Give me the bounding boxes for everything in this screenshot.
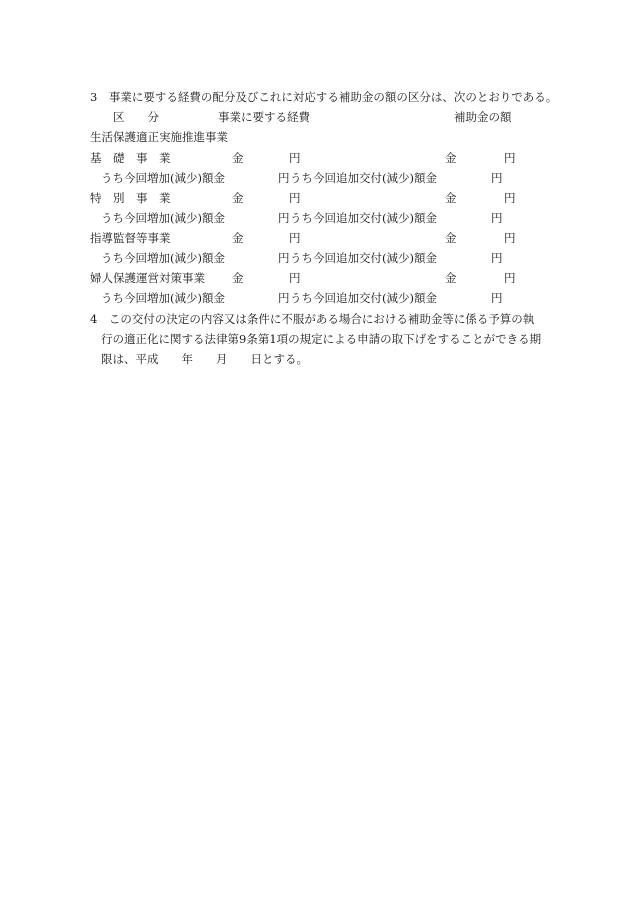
increase-label: うち今回増加(減少)額金 — [101, 171, 225, 185]
increase-label: うち今回増加(減少)額金 — [101, 251, 225, 265]
expense-yen-suffix: 円 — [289, 231, 301, 245]
increase-label: うち今回増加(減少)額金 — [101, 291, 225, 305]
subsidy-yen-suffix: 円 — [504, 271, 516, 285]
column-header-expense: 事業に要する経費 — [218, 110, 310, 124]
subsidy-yen-suffix: 円 — [504, 191, 516, 205]
subsidy-yen-suffix: 円 — [504, 231, 516, 245]
subsidy-yen-prefix: 金 — [445, 271, 457, 285]
expense-yen-suffix: 円 — [289, 191, 301, 205]
section-4-line: 限は、平成 年 月 日とする。 — [101, 352, 308, 366]
subsidy-yen-prefix: 金 — [445, 231, 457, 245]
subsidy-yen-prefix: 金 — [445, 151, 457, 165]
section-3-heading: 3 事業に要する経費の配分及びこれに対応する補助金の額の区分は、次のとおりである。 — [90, 90, 558, 104]
add-label: うち今回追加交付(減少)額金 — [290, 251, 437, 265]
add-label: うち今回追加交付(減少)額金 — [290, 211, 437, 225]
row-name: 特 別 事 業 — [90, 191, 171, 205]
add-yen: 円 — [491, 291, 503, 305]
expense-yen-prefix: 金 — [232, 151, 244, 165]
expense-yen-prefix: 金 — [232, 191, 244, 205]
add-yen: 円 — [491, 171, 503, 185]
increase-yen: 円 — [278, 291, 290, 305]
column-header-category: 区 分 — [113, 110, 159, 124]
expense-yen-prefix: 金 — [232, 271, 244, 285]
section-4-line: 行の適正化に関する法律第9条第1項の規定による申請の取下げをすることができる期 — [101, 332, 542, 346]
subsidy-yen-prefix: 金 — [445, 191, 457, 205]
increase-yen: 円 — [278, 171, 290, 185]
expense-yen-prefix: 金 — [232, 231, 244, 245]
increase-yen: 円 — [278, 251, 290, 265]
row-name: 婦人保護運営対策事業 — [90, 271, 205, 285]
increase-label: うち今回増加(減少)額金 — [101, 211, 225, 225]
expense-yen-suffix: 円 — [289, 151, 301, 165]
add-label: うち今回追加交付(減少)額金 — [290, 291, 437, 305]
section-4-line: 4 この交付の決定の内容又は条件に不服がある場合における補助金等に係る予算の執 — [90, 312, 535, 326]
column-header-subsidy: 補助金の額 — [454, 110, 512, 124]
add-yen: 円 — [491, 251, 503, 265]
subsidy-yen-suffix: 円 — [504, 151, 516, 165]
row-name: 指導監督等事業 — [90, 231, 171, 245]
expense-yen-suffix: 円 — [289, 271, 301, 285]
add-label: うち今回追加交付(減少)額金 — [290, 171, 437, 185]
group-title: 生活保護適正実施推進事業 — [90, 130, 228, 144]
row-name: 基 礎 事 業 — [90, 151, 171, 165]
add-yen: 円 — [491, 211, 503, 225]
increase-yen: 円 — [278, 211, 290, 225]
